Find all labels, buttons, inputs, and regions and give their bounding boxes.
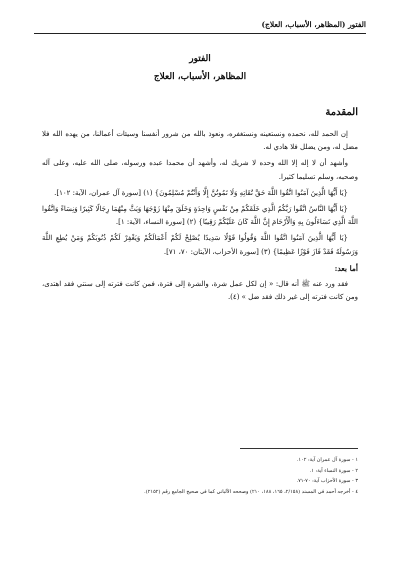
paragraph-opening: إن الحمد لله، نحمده ونستعينه ونستغفره، ونعوذ بالله من شرور أنفسنا وسيئات أعمالنا، من يهده الله فلا مضل له، ومن يضلل فلا هادي له. <box>42 130 358 152</box>
body-content <box>42 106 358 307</box>
book-title: الفتور <box>189 54 211 64</box>
amma-baad-heading: أما بعد: <box>334 263 358 273</box>
footnote-3: ٣ - سورة الأحزاب آية: ٧٠-٧١. <box>296 478 358 484</box>
footnote-divider <box>240 448 358 449</box>
footnotes <box>42 448 358 497</box>
footnote-1: ١ - سورة آل عمران آية: ١٠٢. <box>296 457 358 463</box>
paragraph-verse-an-nisa: {يَا أَيُّهَا النَّاسُ اتَّقُوا رَبَّكُمُ الَّذِي خَلَقَكُمْ مِنْ نَفْسٍ وَاحِدَةٍ وَخَلَقَ مِنْهَا زَوْجَهَا وَبَثَّ مِنْهُمَا رِجَالًا كَثِيرًا وَنِسَاءً وَاتَّقُوا اللَّهَ الَّذِي تَسَاءَلُونَ بِهِ وَالْأَرْحَامَ إِنَّ اللَّهَ كَانَ عَلَيْكُمْ رَقِيبًا} (٢) [سورة النساء، الآية: ١]. <box>42 205 358 227</box>
paragraph-hadith: فقد ورد عنه ﷺ أنه قال: « إن لكل عمل شرة، والشرة إلى فترة، فمن كانت فترته إلى سنتي فقد اهتدى، ومن كانت فترته إلى غير ذلك فقد ضل » (٤). <box>42 279 358 302</box>
paragraph-shahada: وأشهد أن لا إله إلا الله وحده لا شريك له، وأشهد أن محمدا عبده ورسوله، صلى الله عليه، وعلى آله وصحبه، وسلم تسليما كثيرا. <box>42 159 358 181</box>
book-subtitle: المظاهر، الأسباب، العلاج <box>153 72 247 82</box>
paragraph-verse-al-imran: {يَا أَيُّهَا الَّذِينَ آمَنُوا اتَّقُوا اللَّهَ حَقَّ تُقَاتِهِ وَلَا تَمُوتُنَّ إِلَّا وَأَنْتُمْ مُسْلِمُونَ} (١) [سورة آل عمران، الآية: ١٠٢]. <box>54 188 348 197</box>
section-heading: المقدمة <box>325 107 358 118</box>
running-header: الفتور (المظاهر، الأسباب، العلاج) <box>34 20 366 34</box>
footnote-4: ٤ - أخرجه أحمد في المسند (٢/١٥٨، ١٦٥، ١٨٨، ٢١٠) وصححه الألباني كما في صحيح الجامع رقم (٢١٥٢). <box>144 488 358 495</box>
footnote-2: ٢ - سورة النساء آية: ١. <box>309 467 358 474</box>
title-block <box>0 52 400 84</box>
paragraph-verse-al-ahzab: {يَا أَيُّهَا الَّذِينَ آمَنُوا اتَّقُوا اللَّهَ وَقُولُوا قَوْلًا سَدِيدًا يُصْلِحْ لَكُمْ أَعْمَالَكُمْ وَيَغْفِرْ لَكُمْ ذُنُوبَكُمْ وَمَنْ يُطِعِ اللَّهَ وَرَسُولَهُ فَقَدْ فَازَ فَوْزًا عَظِيمًا} (٣) [سورة الأحزاب، الآيتان: ٧٠، ٧١]. <box>42 234 358 256</box>
